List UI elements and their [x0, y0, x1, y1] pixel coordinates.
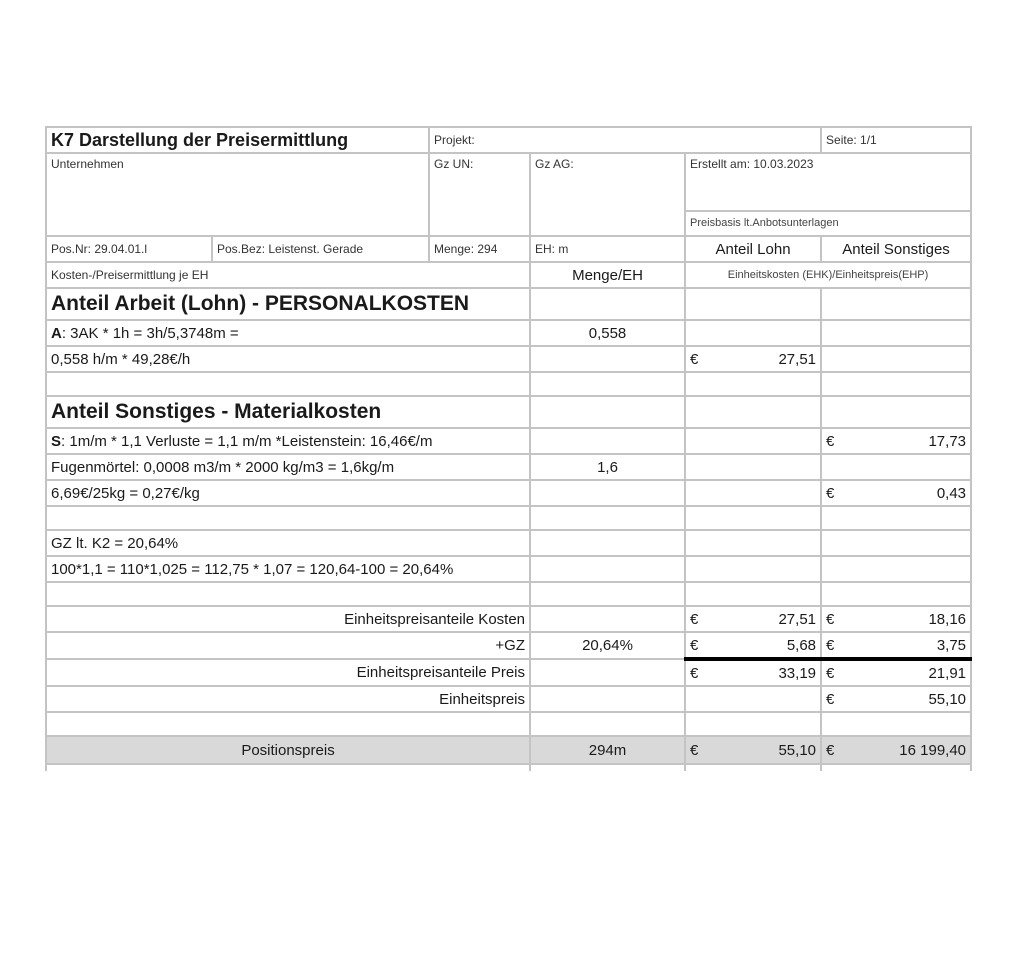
sonstiges-formula-1-text: : 1m/m * 1,1 Verluste = 1,1 m/m *Leistenstein: 16,46€/m: [61, 432, 433, 450]
ep-value: 55,10: [928, 690, 967, 708]
euro-symbol: €: [690, 636, 699, 654]
euro-symbol: €: [826, 690, 835, 708]
sonstiges-menge-value: 1,6: [530, 454, 685, 480]
menge-eh-header: Menge/EH: [530, 262, 685, 288]
pos-lohn-value: 55,10: [778, 741, 817, 759]
lohn-value-cell: [685, 346, 821, 372]
ep-cell: [821, 686, 971, 712]
gz-lohn-value: 5,68: [786, 636, 817, 654]
pos-sonst-value: 16 199,40: [899, 741, 967, 759]
summary-ep-row: [46, 686, 971, 712]
spacer-row: [46, 712, 971, 736]
euro-symbol: €: [826, 664, 835, 682]
lohn-prefix: A: [51, 324, 62, 342]
kosten-lohn-cell: [685, 606, 821, 632]
summary-ep-label: Einheitspreis: [46, 686, 530, 712]
euro-symbol: €: [690, 741, 699, 759]
sonstiges-value-3: 0,43: [936, 484, 967, 502]
einheitskosten-header: Einheitskosten (EHK)/Einheitspreis(EHP): [685, 262, 971, 288]
title-row: [46, 127, 971, 153]
company-row-1: [46, 153, 971, 211]
euro-symbol: €: [826, 610, 835, 628]
positionspreis-label: Positionspreis: [46, 736, 530, 764]
gz-line-1: [46, 530, 971, 556]
anteil-sonstiges-header: Anteil Sonstiges: [821, 236, 971, 262]
pos-bez: Pos.Bez: Leistenst. Gerade: [212, 236, 429, 262]
lohn-heading: Anteil Arbeit (Lohn) - PERSONALKOSTEN: [46, 288, 530, 320]
sonstiges-value-1: 17,73: [928, 432, 967, 450]
lohn-line-1: [46, 320, 971, 346]
preisbasis-field: Preisbasis lt.Anbotsunterlagen: [685, 211, 971, 236]
lohn-line-2: [46, 346, 971, 372]
spacer-row: [46, 582, 971, 606]
kosten-label: Kosten-/Preisermittlung je EH: [46, 262, 530, 288]
sonstiges-line-3: [46, 480, 971, 506]
gz-sonst-value: 3,75: [936, 636, 967, 654]
summary-gz-row: [46, 632, 971, 659]
euro-symbol: €: [826, 636, 835, 654]
position-row: [46, 236, 971, 262]
lohn-menge-value: 0,558: [530, 320, 685, 346]
gz-percent: 20,64%: [530, 632, 685, 659]
pos-nr: Pos.Nr: 29.04.01.l: [46, 236, 212, 262]
summary-preis-label: Einheitspreisanteile Preis: [46, 659, 530, 686]
sonstiges-prefix: S: [51, 432, 62, 450]
euro-symbol: €: [826, 741, 835, 759]
kosten-sonst-value: 18,16: [928, 610, 967, 628]
gz-lohn-cell: [685, 632, 821, 659]
sonstiges-line-1: [46, 428, 971, 454]
eh-field: EH: m: [530, 236, 685, 262]
positionspreis-menge: 294m: [530, 736, 685, 764]
euro-symbol: €: [826, 432, 835, 450]
positionspreis-row: [46, 736, 971, 764]
spacer-row: [46, 372, 971, 396]
summary-kosten-label: Einheitspreisanteile Kosten: [46, 606, 530, 632]
form-title: K7 Darstellung der Preisermittlung: [46, 127, 429, 153]
euro-symbol: €: [690, 610, 699, 628]
lohn-heading-row: [46, 288, 971, 320]
gz-ag-field: Gz AG:: [530, 153, 685, 236]
menge-field: Menge: 294: [429, 236, 530, 262]
gz-sonst-cell: [821, 632, 971, 659]
preis-lohn-cell: [685, 659, 821, 686]
summary-kosten-row: [46, 606, 971, 632]
summary-preis-row: [46, 659, 971, 686]
summary-gz-label: +GZ: [46, 632, 530, 659]
anteil-lohn-header: Anteil Lohn: [685, 236, 821, 262]
sonstiges-formula-2: Fugenmörtel: 0,0008 m3/m * 2000 kg/m3 = 1,6kg/m: [46, 454, 530, 480]
sonstiges-formula-1: [46, 428, 530, 454]
projekt-field: Projekt:: [429, 127, 821, 153]
sonstiges-value-3-cell: [821, 480, 971, 506]
kosten-sonst-cell: [821, 606, 971, 632]
euro-symbol: €: [690, 350, 699, 368]
sonstiges-formula-3: 6,69€/25kg = 0,27€/kg: [46, 480, 530, 506]
gz-formula-1: GZ lt. K2 = 20,64%: [46, 530, 530, 556]
gz-line-2: [46, 556, 971, 582]
sonstiges-heading-row: [46, 396, 971, 428]
kosten-lohn-value: 27,51: [778, 610, 817, 628]
lohn-formula-1: [46, 320, 530, 346]
erstellt-field: Erstellt am: 10.03.2023: [685, 153, 971, 211]
euro-symbol: €: [690, 664, 699, 682]
pos-sonst-cell: [821, 736, 971, 764]
preis-sonst-value: 21,91: [928, 664, 967, 682]
sonstiges-line-2: [46, 454, 971, 480]
seite-field: Seite: 1/1: [821, 127, 971, 153]
column-header-row: [46, 262, 971, 288]
lohn-formula-1-text: : 3AK * 1h = 3h/5,3748m =: [61, 324, 239, 342]
unternehmen-field: Unternehmen: [46, 153, 429, 236]
preis-sonst-cell: [821, 659, 971, 686]
euro-symbol: €: [826, 484, 835, 502]
gz-un-field: Gz UN:: [429, 153, 530, 236]
sonstiges-heading: Anteil Sonstiges - Materialkosten: [46, 396, 530, 428]
pos-lohn-cell: [685, 736, 821, 764]
gz-formula-2: 100*1,1 = 110*1,025 = 112,75 * 1,07 = 120,64-100 = 20,64%: [46, 556, 530, 582]
price-calculation-sheet: [45, 126, 970, 771]
lohn-value: 27,51: [778, 350, 817, 368]
lohn-formula-2: 0,558 h/m * 49,28€/h: [46, 346, 530, 372]
k7-table: [45, 126, 972, 771]
sonstiges-value-1-cell: [821, 428, 971, 454]
spacer-row: [46, 506, 971, 530]
trailing-row: [46, 764, 971, 771]
preis-lohn-value: 33,19: [778, 664, 817, 682]
